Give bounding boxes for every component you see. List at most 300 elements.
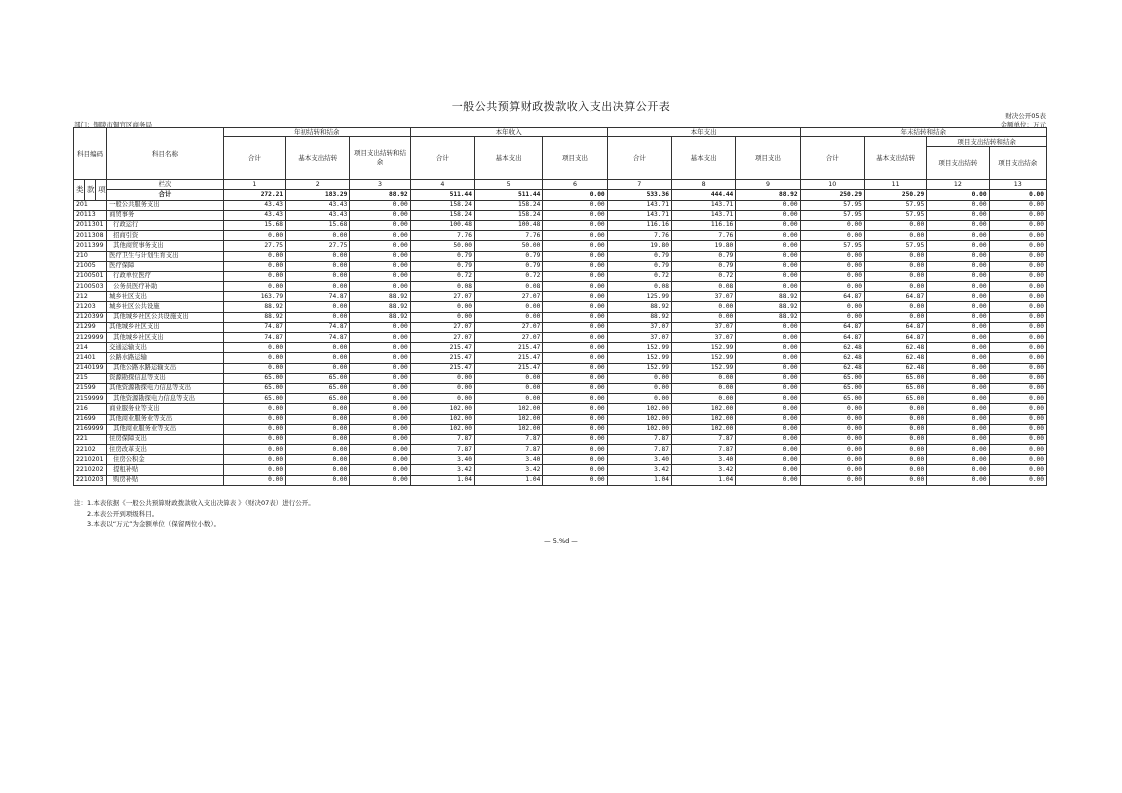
amount-cell: 0.00 [223,343,285,353]
amount-cell: 88.92 [736,312,800,322]
amount-cell: 0.00 [864,282,926,292]
total-cell: 250.29 [864,190,926,200]
amount-cell: 0.00 [543,383,607,393]
amount-cell: 57.95 [800,200,864,210]
amount-cell: 62.48 [800,363,864,373]
amount-cell: 100.48 [410,220,474,230]
table-row [74,383,1047,393]
amount-cell: 27.07 [474,322,542,332]
table-row [74,241,1047,251]
amount-cell: 0.00 [350,322,410,332]
amount-cell: 0.00 [736,271,800,281]
header-income-basic: 基本支出 [474,137,542,180]
amount-cell: 0.00 [736,343,800,353]
amount-cell: 0.00 [736,404,800,414]
amount-cell: 0.00 [864,455,926,465]
amount-cell: 0.00 [543,475,607,485]
table-row [74,210,1047,220]
amount-cell: 0.00 [927,231,989,241]
amount-cell: 0.00 [474,312,542,322]
amount-cell: 0.00 [927,363,989,373]
amount-cell: 0.00 [671,373,735,383]
amount-cell: 102.00 [607,404,671,414]
amount-cell: 0.00 [927,220,989,230]
amount-cell: 7.87 [671,434,735,444]
amount-cell: 0.00 [864,251,926,261]
page-title: 一般公共预算财政拨款收入支出决算公开表 [451,100,671,113]
amount-cell: 0.00 [864,475,926,485]
amount-cell: 215.47 [474,353,542,363]
subject-code-cell: 21401 [74,353,107,363]
amount-cell: 0.00 [350,404,410,414]
header-begin-project: 项目支出结转和结余 [350,137,410,180]
table-row [74,312,1047,322]
col-number: 7 [607,180,671,190]
amount-cell: 0.00 [350,394,410,404]
amount-cell: 0.00 [286,312,350,322]
amount-cell: 0.00 [223,414,285,424]
subject-name-cell: 购房补贴 [107,475,224,485]
amount-cell: 0.00 [864,220,926,230]
amount-cell: 0.00 [864,261,926,271]
amount-cell: 215.47 [410,353,474,363]
total-cell: 0.00 [543,190,607,200]
amount-cell: 102.00 [671,424,735,434]
amount-cell: 37.07 [671,292,735,302]
amount-cell: 152.99 [671,363,735,373]
header-kuan: 款 [85,180,96,200]
subject-code-cell: 2120399 [74,312,107,322]
amount-cell: 0.00 [543,404,607,414]
amount-cell: 65.00 [864,383,926,393]
amount-cell: 19.80 [607,241,671,251]
amount-cell: 0.00 [736,251,800,261]
header-end-total: 合计 [800,137,864,180]
amount-cell: 0.00 [989,322,1046,332]
amount-cell: 0.00 [350,363,410,373]
amount-cell: 0.00 [927,333,989,343]
amount-cell: 102.00 [671,404,735,414]
amount-cell: 3.42 [671,465,735,475]
subject-code-cell: 215 [74,373,107,383]
amount-cell: 0.00 [350,455,410,465]
header-expense-basic: 基本支出 [671,137,735,180]
amount-cell: 0.00 [350,343,410,353]
amount-cell: 158.24 [474,210,542,220]
subject-code-cell: 2210203 [74,475,107,485]
amount-cell: 0.00 [350,465,410,475]
amount-cell: 0.00 [543,220,607,230]
amount-cell: 0.00 [736,241,800,251]
amount-cell: 0.79 [410,261,474,271]
amount-cell: 0.00 [927,353,989,363]
amount-cell: 64.87 [864,322,926,332]
amount-cell: 3.40 [474,455,542,465]
amount-cell: 65.00 [864,394,926,404]
amount-cell: 65.00 [286,373,350,383]
amount-cell: 50.00 [410,241,474,251]
amount-cell: 88.92 [223,312,285,322]
amount-cell: 0.00 [736,455,800,465]
amount-cell: 0.00 [864,434,926,444]
amount-cell: 0.00 [286,231,350,241]
table-row [74,292,1047,302]
form-number: 财决公开05表 [1005,112,1046,120]
amount-cell: 0.00 [543,241,607,251]
amount-cell: 0.79 [410,251,474,261]
amount-cell: 0.00 [350,333,410,343]
amount-cell: 64.87 [800,322,864,332]
amount-cell: 102.00 [410,414,474,424]
amount-cell: 0.00 [736,322,800,332]
amount-cell: 0.00 [800,312,864,322]
row-index-label: 栏次 [107,180,224,190]
amount-cell: 0.00 [543,302,607,312]
table-row [74,414,1047,424]
amount-cell: 0.00 [543,271,607,281]
table-row [74,434,1047,444]
amount-cell: 0.00 [223,445,285,455]
total-cell: 183.29 [286,190,350,200]
amount-cell: 0.00 [800,282,864,292]
amount-cell: 158.24 [474,200,542,210]
amount-cell: 152.99 [607,363,671,373]
subject-name-cell: 医疗卫生与计划生育支出 [107,251,224,261]
amount-cell: 27.07 [474,292,542,302]
header-expense-project: 项目支出 [736,137,800,180]
amount-cell: 0.00 [543,251,607,261]
amount-cell: 0.00 [736,200,800,210]
subject-name-cell: 公路水路运输 [107,353,224,363]
amount-cell: 0.00 [927,383,989,393]
amount-cell: 0.79 [474,251,542,261]
amount-cell: 15.68 [286,220,350,230]
footnote-1: 注：1.本表依据《一般公共预算财政拨款收入支出决算表 》（财决07表）进行公开。 [74,499,315,507]
amount-cell: 0.00 [736,220,800,230]
header-begin-total: 合计 [223,137,285,180]
amount-cell: 7.87 [671,445,735,455]
amount-cell: 3.42 [474,465,542,475]
table-row [74,282,1047,292]
table-row [74,200,1047,210]
amount-cell: 0.00 [350,220,410,230]
amount-cell: 0.00 [474,302,542,312]
amount-cell: 0.00 [223,465,285,475]
amount-cell: 0.00 [989,383,1046,393]
amount-cell: 0.00 [989,465,1046,475]
col-number: 11 [864,180,926,190]
amount-cell: 0.00 [927,302,989,312]
amount-cell: 0.00 [350,241,410,251]
amount-cell: 65.00 [223,373,285,383]
amount-cell: 74.87 [223,322,285,332]
amount-cell: 102.00 [607,424,671,434]
amount-cell: 0.00 [543,353,607,363]
amount-cell: 0.00 [474,383,542,393]
amount-cell: 0.00 [474,394,542,404]
amount-cell: 0.79 [671,251,735,261]
amount-cell: 62.48 [864,363,926,373]
amount-cell: 0.00 [927,373,989,383]
amount-cell: 0.00 [800,445,864,455]
amount-cell: 43.43 [223,210,285,220]
subject-name-cell: 资源勘探信息等支出 [107,373,224,383]
amount-cell: 0.00 [927,394,989,404]
amount-cell: 143.71 [607,200,671,210]
header-lei: 类 [74,180,85,200]
header-income-project: 项目支出 [543,137,607,180]
amount-cell: 0.00 [736,363,800,373]
amount-cell: 0.00 [800,404,864,414]
amount-cell: 0.00 [927,282,989,292]
amount-cell: 43.43 [286,200,350,210]
header-end-project-balance: 项目支出结余 [989,147,1046,180]
amount-cell: 0.00 [286,363,350,373]
table-row [74,373,1047,383]
amount-cell: 143.71 [607,210,671,220]
amount-cell: 0.00 [286,261,350,271]
table-row [74,333,1047,343]
amount-cell: 0.00 [989,292,1046,302]
table-row [74,455,1047,465]
amount-cell: 65.00 [223,383,285,393]
subject-name-cell: 提租补贴 [107,465,224,475]
amount-cell: 0.00 [989,231,1046,241]
amount-cell: 0.00 [989,271,1046,281]
amount-cell: 0.00 [736,383,800,393]
amount-cell: 0.00 [350,475,410,485]
amount-cell: 0.00 [927,424,989,434]
amount-cell: 7.76 [474,231,542,241]
amount-cell: 0.00 [989,404,1046,414]
subject-name-cell: 其他城乡社区支出 [107,322,224,332]
amount-cell: 0.00 [800,271,864,281]
header-group-expense: 本年支出 [607,128,800,137]
amount-cell: 0.00 [989,312,1046,322]
amount-cell: 0.00 [864,271,926,281]
amount-cell: 64.87 [864,292,926,302]
subject-name-cell: 其他商业服务业等支出 [107,414,224,424]
amount-cell: 0.00 [607,373,671,383]
amount-cell: 143.71 [671,200,735,210]
col-number: 8 [671,180,735,190]
amount-cell: 163.79 [223,292,285,302]
table-row [74,465,1047,475]
amount-cell: 0.00 [223,251,285,261]
amount-cell: 74.87 [286,333,350,343]
footnote-3: 3.本表以“万元”为金额单位（保留两位小数）。 [74,520,221,528]
amount-cell: 0.00 [410,312,474,322]
amount-cell: 0.00 [543,333,607,343]
amount-cell: 1.04 [474,475,542,485]
amount-cell: 0.00 [927,241,989,251]
amount-cell: 0.79 [607,261,671,271]
amount-cell: 0.00 [286,343,350,353]
subject-name-cell: 其他资源勘探电力信息等支出 [107,394,224,404]
amount-cell: 0.00 [989,363,1046,373]
header-end-project-group: 项目支出结转和结余 [927,137,1047,147]
subject-code-cell: 2100501 [74,271,107,281]
subject-code-cell: 2011308 [74,231,107,241]
amount-cell: 0.00 [286,282,350,292]
amount-cell: 62.48 [800,353,864,363]
amount-cell: 0.00 [286,455,350,465]
table-row [74,424,1047,434]
amount-cell: 0.08 [607,282,671,292]
amount-cell: 102.00 [410,424,474,434]
amount-cell: 62.48 [864,353,926,363]
amount-cell: 0.00 [927,404,989,414]
amount-cell: 0.00 [989,373,1046,383]
col-number: 2 [286,180,350,190]
amount-cell: 0.00 [350,282,410,292]
amount-cell: 0.00 [607,394,671,404]
amount-cell: 1.04 [607,475,671,485]
table-row [74,220,1047,230]
amount-cell: 0.00 [223,231,285,241]
total-cell: 250.29 [800,190,864,200]
subject-name-cell: 城乡社区支出 [107,292,224,302]
amount-cell: 7.87 [607,434,671,444]
subject-code-cell: 2210201 [74,455,107,465]
amount-unit-label: 金额单位：万元 [1000,121,1046,129]
amount-cell: 0.00 [989,475,1046,485]
amount-cell: 64.87 [800,292,864,302]
amount-cell: 0.00 [286,302,350,312]
amount-cell: 0.00 [736,434,800,444]
amount-cell: 88.92 [736,302,800,312]
amount-cell: 102.00 [671,414,735,424]
amount-cell: 0.00 [800,465,864,475]
amount-cell: 152.99 [671,353,735,363]
amount-cell: 0.00 [350,383,410,393]
amount-cell: 0.00 [286,353,350,363]
amount-cell: 0.00 [223,353,285,363]
amount-cell: 100.48 [474,220,542,230]
col-number: 5 [474,180,542,190]
amount-cell: 0.00 [736,353,800,363]
amount-cell: 0.00 [800,231,864,241]
subject-code-cell: 21005 [74,261,107,271]
amount-cell: 50.00 [474,241,542,251]
amount-cell: 0.00 [864,424,926,434]
amount-cell: 0.00 [543,261,607,271]
amount-cell: 0.00 [736,333,800,343]
amount-cell: 57.95 [864,210,926,220]
amount-cell: 0.00 [543,282,607,292]
amount-cell: 0.00 [989,200,1046,210]
amount-cell: 0.00 [543,312,607,322]
subject-code-cell: 2159999 [74,394,107,404]
amount-cell: 0.00 [927,434,989,444]
amount-cell: 0.00 [800,251,864,261]
amount-cell: 7.87 [607,445,671,455]
amount-cell: 57.95 [800,210,864,220]
amount-cell: 0.00 [223,475,285,485]
amount-cell: 0.00 [736,445,800,455]
amount-cell: 0.00 [800,424,864,434]
amount-cell: 158.24 [410,200,474,210]
amount-cell: 43.43 [223,200,285,210]
amount-cell: 0.72 [410,271,474,281]
amount-cell: 0.00 [736,424,800,434]
amount-cell: 152.99 [607,353,671,363]
subject-name-cell: 其他公路水路运输支出 [107,363,224,373]
amount-cell: 0.00 [989,424,1046,434]
amount-cell: 37.07 [671,333,735,343]
amount-cell: 0.00 [671,312,735,322]
amount-cell: 0.00 [223,282,285,292]
total-cell: 444.44 [671,190,735,200]
amount-cell: 0.00 [736,465,800,475]
subject-name-cell: 交通运输支出 [107,343,224,353]
amount-cell: 1.04 [671,475,735,485]
total-cell: 88.92 [350,190,410,200]
amount-cell: 0.79 [474,261,542,271]
subject-code-cell: 221 [74,434,107,444]
amount-cell: 0.00 [736,231,800,241]
total-cell: 533.36 [607,190,671,200]
amount-cell: 1.04 [410,475,474,485]
amount-cell: 0.00 [989,343,1046,353]
amount-cell: 0.00 [543,414,607,424]
amount-cell: 0.00 [864,404,926,414]
amount-cell: 7.76 [410,231,474,241]
department-label: 部门：铜陵市铜官区商务局 [74,121,152,129]
subject-name-cell: 招商引资 [107,231,224,241]
amount-cell: 0.00 [800,475,864,485]
subject-code-cell: 2210202 [74,465,107,475]
amount-cell: 43.43 [286,210,350,220]
col-number: 4 [410,180,474,190]
amount-cell: 0.00 [864,465,926,475]
amount-cell: 0.00 [989,241,1046,251]
footnotes [74,498,315,530]
subject-code-cell: 20113 [74,210,107,220]
amount-cell: 0.72 [671,271,735,281]
amount-cell: 7.76 [607,231,671,241]
amount-cell: 88.92 [350,312,410,322]
amount-cell: 0.00 [543,394,607,404]
amount-cell: 37.07 [607,322,671,332]
header-end-basic: 基本支出结转 [864,137,926,180]
amount-cell: 0.00 [671,302,735,312]
amount-cell: 143.71 [671,210,735,220]
amount-cell: 0.00 [736,282,800,292]
amount-cell: 65.00 [864,373,926,383]
header-income-total: 合计 [410,137,474,180]
col-number: 6 [543,180,607,190]
total-cell: 511.44 [410,190,474,200]
amount-cell: 0.00 [543,292,607,302]
amount-cell: 0.79 [671,261,735,271]
amount-cell: 102.00 [607,414,671,424]
header-expense-total: 合计 [607,137,671,180]
amount-cell: 0.00 [223,271,285,281]
amount-cell: 88.92 [350,302,410,312]
amount-cell: 0.00 [350,445,410,455]
amount-cell: 0.00 [989,261,1046,271]
amount-cell: 88.92 [736,292,800,302]
amount-cell: 0.00 [350,261,410,271]
amount-cell: 7.76 [671,231,735,241]
amount-cell: 102.00 [410,404,474,414]
amount-cell: 0.00 [736,261,800,271]
amount-cell: 0.00 [543,210,607,220]
amount-cell: 0.00 [989,445,1046,455]
amount-cell: 158.24 [410,210,474,220]
subject-name-cell: 行政运行 [107,220,224,230]
